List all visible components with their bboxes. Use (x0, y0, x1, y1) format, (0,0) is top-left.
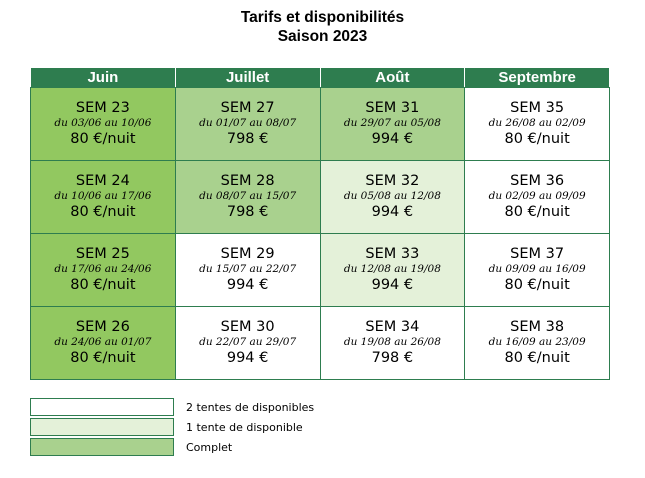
week-cell (175, 234, 320, 307)
week-number: SEM 38 (510, 319, 565, 335)
legend-label: 2 tentes de disponibles (186, 400, 315, 414)
week-number: SEM 24 (75, 173, 130, 189)
week-number: SEM 37 (510, 246, 565, 262)
month-header-june: Juin (31, 68, 176, 88)
week-cell (175, 88, 320, 161)
week-price: 798 € (226, 204, 269, 220)
week-dates: du 01/07 au 08/07 (199, 117, 297, 129)
week-dates: du 09/09 au 16/09 (488, 263, 586, 275)
table-row (31, 307, 610, 380)
week-cell (31, 161, 176, 234)
week-number: SEM 26 (75, 319, 130, 335)
week-cell (320, 161, 465, 234)
week-cell (320, 234, 465, 307)
month-header-september: Septembre (465, 68, 610, 88)
page-title (0, 8, 645, 46)
week-price: 80 €/nuit (70, 204, 136, 220)
title-line: Tarifs et disponibilités (240, 9, 405, 26)
week-cell (465, 234, 610, 307)
week-price: 80 €/nuit (70, 350, 136, 366)
week-dates: du 22/07 au 29/07 (199, 336, 297, 348)
table-row (31, 88, 610, 161)
legend (30, 397, 314, 457)
week-dates: du 29/07 au 05/08 (343, 117, 441, 129)
week-cell (31, 307, 176, 380)
week-price: 994 € (371, 131, 414, 147)
week-number: SEM 32 (365, 173, 420, 189)
legend-label: 1 tente de disponible (186, 420, 303, 434)
table-row (31, 234, 610, 307)
month-header-august: Août (320, 68, 465, 88)
month-header-july: Juillet (175, 68, 320, 88)
week-dates: du 24/06 au 01/07 (54, 336, 152, 348)
week-price: 80 €/nuit (504, 350, 570, 366)
legend-label: Complet (186, 440, 233, 454)
week-dates: du 16/09 au 23/09 (488, 336, 586, 348)
week-dates: du 08/07 au 15/07 (199, 190, 297, 202)
week-cell (31, 234, 176, 307)
week-cell (465, 307, 610, 380)
week-cell (175, 161, 320, 234)
week-cell (320, 88, 465, 161)
legend-swatch (30, 418, 174, 436)
week-number: SEM 35 (510, 100, 565, 116)
week-price: 994 € (371, 277, 414, 293)
week-dates: du 05/08 au 12/08 (343, 190, 441, 202)
week-number: SEM 33 (365, 246, 420, 262)
week-number: SEM 28 (220, 173, 275, 189)
week-price: 80 €/nuit (70, 277, 136, 293)
table-row (31, 161, 610, 234)
week-price: 994 € (226, 277, 269, 293)
week-dates: du 03/06 au 10/06 (54, 117, 152, 129)
week-cell (31, 88, 176, 161)
legend-item (30, 397, 314, 417)
week-number: SEM 31 (365, 100, 420, 116)
week-price: 798 € (226, 131, 269, 147)
pricing-table (30, 67, 610, 380)
week-number: SEM 27 (220, 100, 275, 116)
week-price: 994 € (226, 350, 269, 366)
week-cell (465, 88, 610, 161)
legend-item (30, 437, 314, 457)
week-price: 798 € (371, 350, 414, 366)
month-header-row (31, 68, 610, 88)
legend-swatch (30, 398, 174, 416)
week-number: SEM 29 (220, 246, 275, 262)
week-price: 80 €/nuit (504, 204, 570, 220)
week-number: SEM 30 (220, 319, 275, 335)
week-dates: du 02/09 au 09/09 (488, 190, 586, 202)
week-price: 994 € (371, 204, 414, 220)
week-number: SEM 23 (75, 100, 130, 116)
week-cell (175, 307, 320, 380)
week-price: 80 €/nuit (504, 131, 570, 147)
week-dates: du 19/08 au 26/08 (343, 336, 441, 348)
week-number: SEM 25 (75, 246, 130, 262)
week-dates: du 26/08 au 02/09 (488, 117, 586, 129)
week-number: SEM 36 (510, 173, 565, 189)
week-cell (320, 307, 465, 380)
season-line: Saison 2023 (277, 28, 368, 45)
week-cell (465, 161, 610, 234)
week-dates: du 17/06 au 24/06 (54, 263, 152, 275)
week-price: 80 €/nuit (70, 131, 136, 147)
week-dates: du 10/06 au 17/06 (54, 190, 152, 202)
legend-item (30, 417, 314, 437)
week-number: SEM 34 (365, 319, 420, 335)
week-price: 80 €/nuit (504, 277, 570, 293)
week-dates: du 12/08 au 19/08 (343, 263, 441, 275)
legend-swatch (30, 438, 174, 456)
week-dates: du 15/07 au 22/07 (199, 263, 297, 275)
